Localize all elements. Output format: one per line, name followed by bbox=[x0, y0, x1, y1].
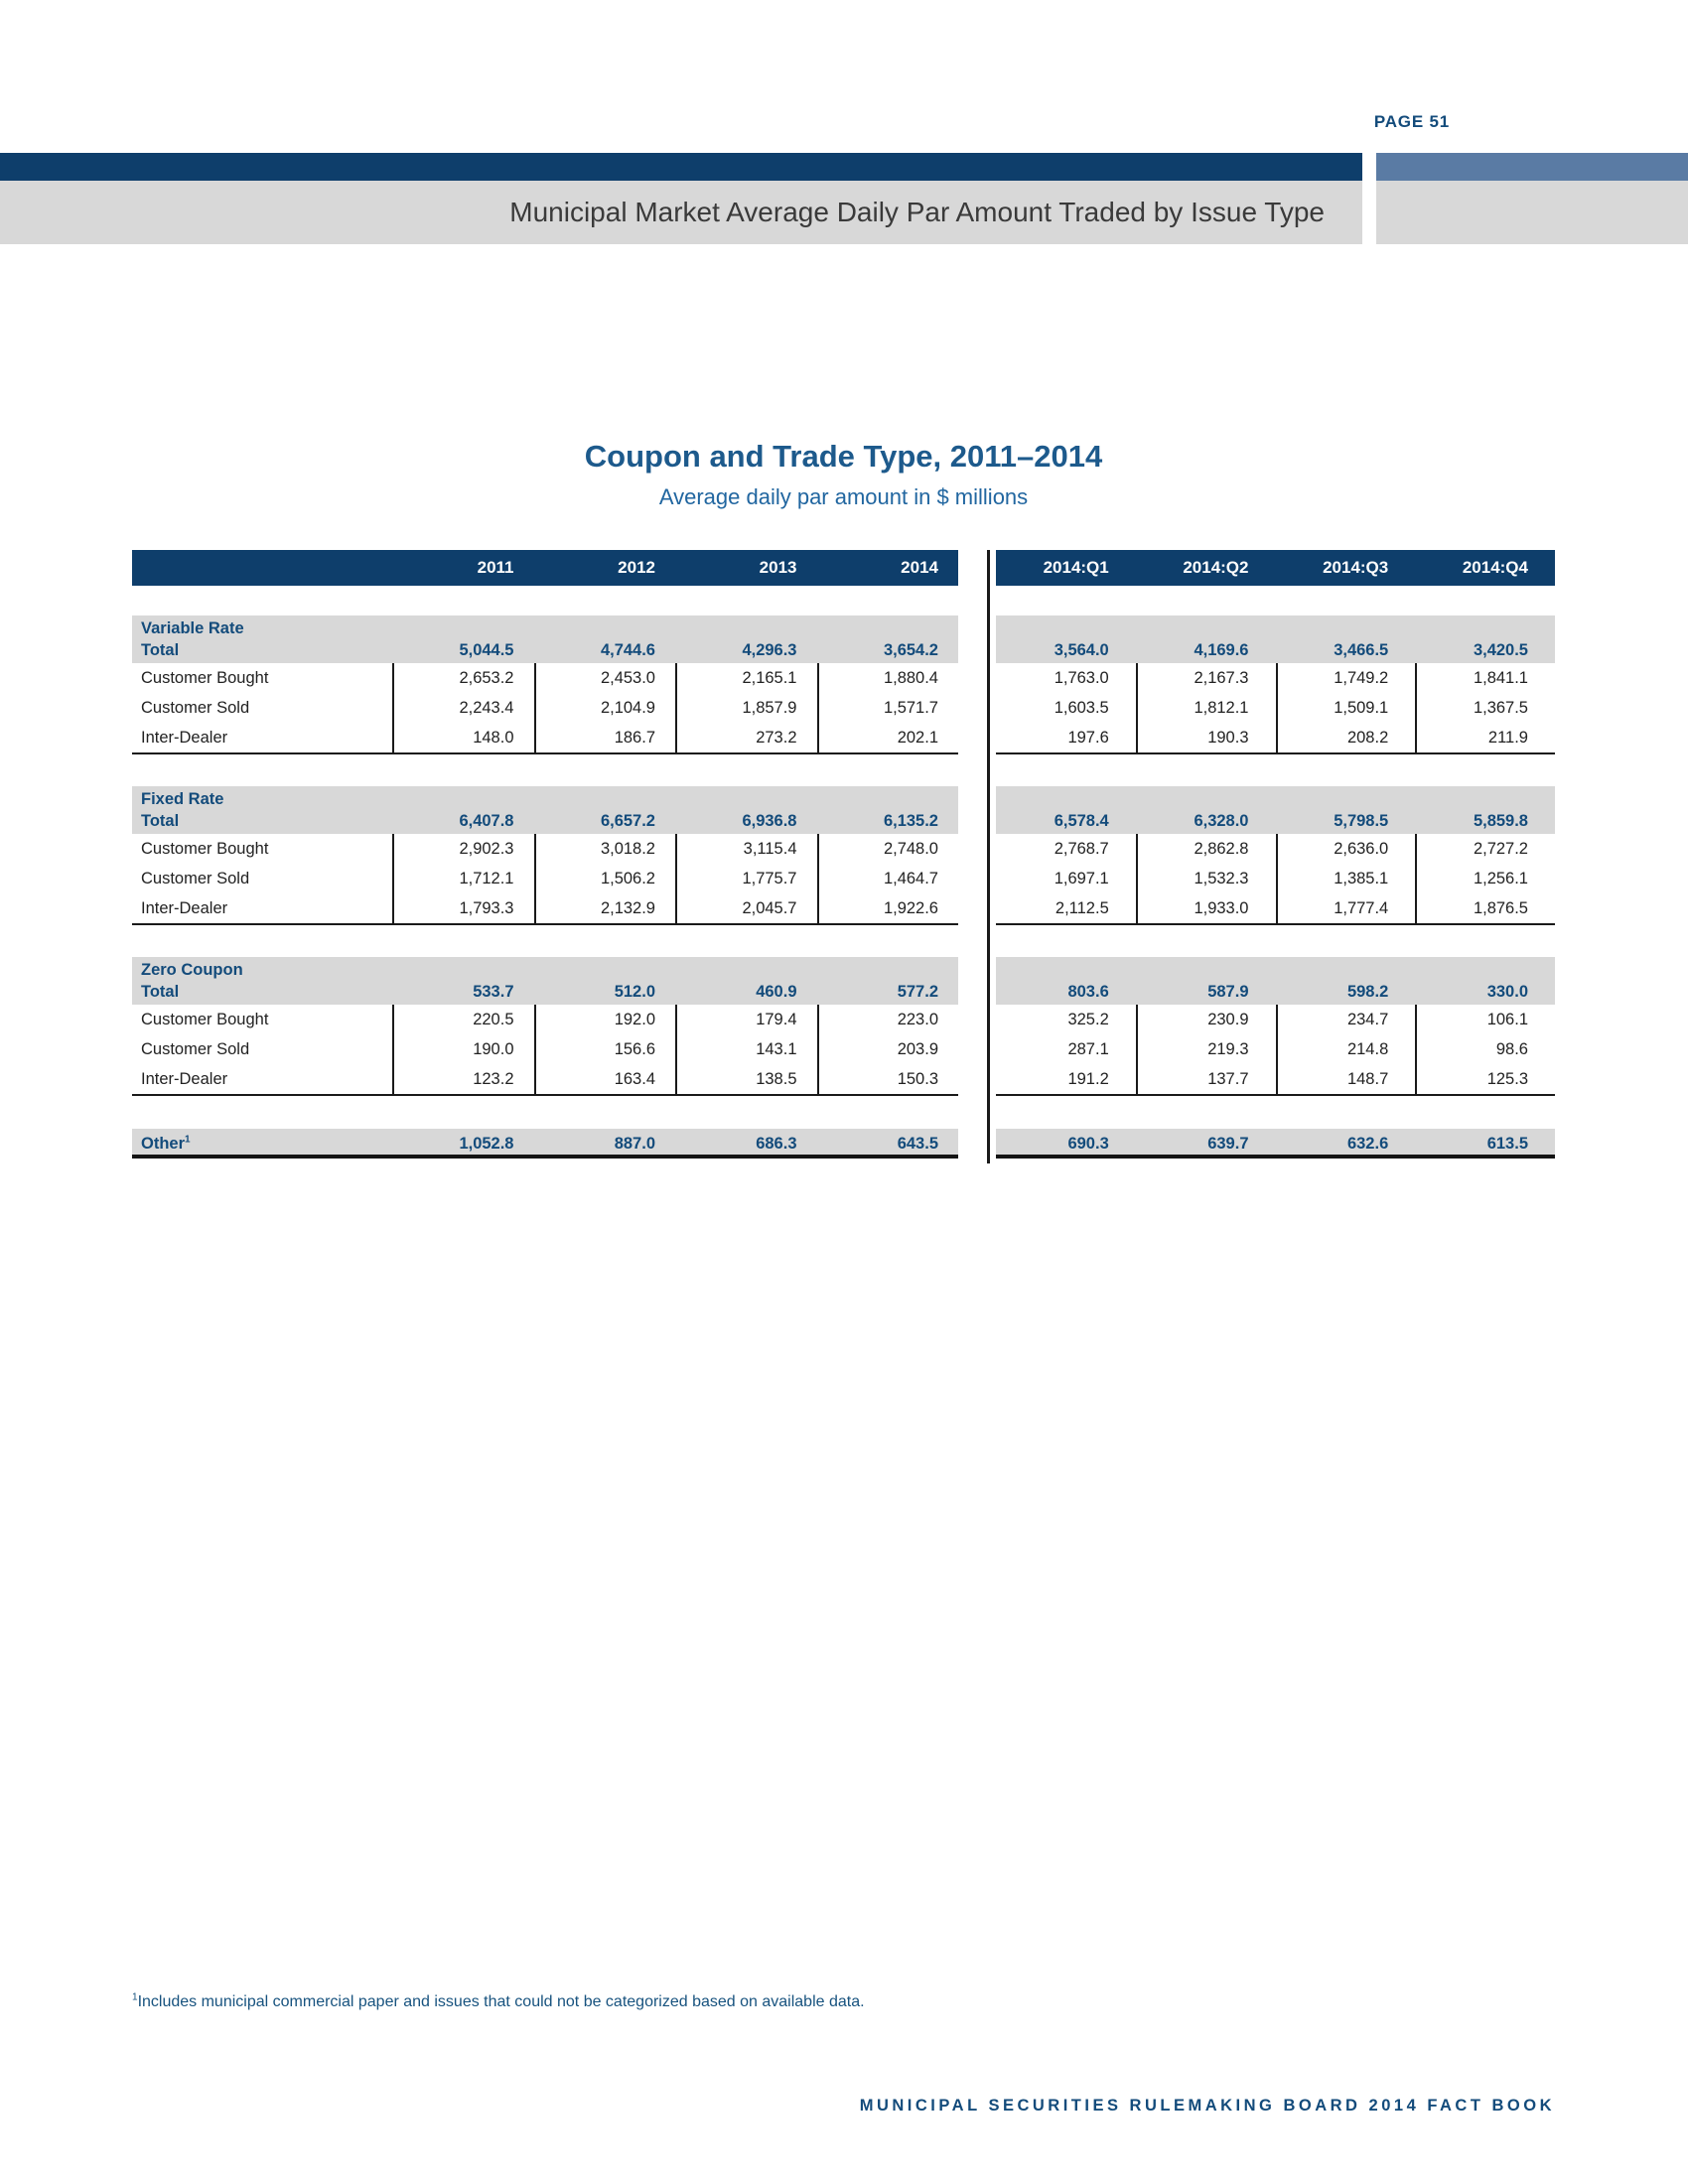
total-value-cell: 5,798.5 bbox=[1334, 812, 1389, 830]
section-band bbox=[132, 957, 958, 1005]
value-cell: 2,748.0 bbox=[817, 834, 959, 864]
section-name-row bbox=[996, 615, 1555, 639]
total-value-cell: 6,936.8 bbox=[742, 812, 797, 830]
total-value-cell: 330.0 bbox=[1486, 983, 1528, 1001]
value-cell: 98.6 bbox=[1415, 1034, 1555, 1064]
value-cell: 163.4 bbox=[534, 1064, 676, 1094]
value-cell: 197.6 bbox=[1067, 729, 1109, 747]
value-cell: 2,045.7 bbox=[675, 893, 817, 923]
value-cell: 1,385.1 bbox=[1276, 864, 1416, 893]
table-row bbox=[996, 723, 1555, 752]
value-cell: 214.8 bbox=[1276, 1034, 1416, 1064]
section-total-row bbox=[996, 639, 1555, 663]
value-cell: 1,793.3 bbox=[392, 893, 534, 923]
table-row bbox=[996, 864, 1555, 893]
table-row bbox=[996, 834, 1555, 864]
other-label: Other$^1$ bbox=[141, 1134, 191, 1153]
other-value-cell: 613.5 bbox=[1486, 1135, 1528, 1153]
table-row bbox=[132, 1005, 958, 1034]
row-label: Customer Bought bbox=[141, 669, 269, 687]
value-cell: 1,464.7 bbox=[817, 864, 959, 893]
value-cell: 2,636.0 bbox=[1276, 834, 1416, 864]
value-cell: 1,775.7 bbox=[675, 864, 817, 893]
value-cell: 2,453.0 bbox=[534, 663, 676, 693]
value-cell: 1,841.1 bbox=[1415, 663, 1555, 693]
value-cell: 287.1 bbox=[1067, 1040, 1109, 1058]
value-cell: 223.0 bbox=[817, 1005, 959, 1034]
spacer bbox=[132, 925, 958, 957]
footnote-text: Includes municipal commercial paper and issues that could not be categorized based on available data. bbox=[137, 1993, 865, 2010]
total-value-cell: 6,578.4 bbox=[1054, 812, 1109, 830]
column-header: 2012 bbox=[618, 558, 655, 577]
table-row bbox=[996, 1005, 1555, 1034]
banner-bar bbox=[0, 181, 1362, 244]
section-name-row bbox=[132, 615, 958, 639]
table-row bbox=[996, 1034, 1555, 1064]
value-cell: 125.3 bbox=[1415, 1064, 1555, 1094]
row-label: Customer Bought bbox=[141, 840, 269, 858]
section-band bbox=[996, 615, 1555, 663]
value-cell: 1,812.1 bbox=[1136, 693, 1276, 723]
value-cell: 2,132.9 bbox=[534, 893, 676, 923]
row-label: Inter-Dealer bbox=[141, 1070, 228, 1088]
total-value-cell: 6,657.2 bbox=[600, 812, 655, 830]
spacer bbox=[996, 925, 1555, 957]
row-label: Customer Sold bbox=[141, 870, 250, 887]
value-cell: 1,603.5 bbox=[1054, 699, 1109, 717]
column-header: 2014:Q2 bbox=[1183, 558, 1249, 577]
value-cell: 106.1 bbox=[1415, 1005, 1555, 1034]
value-cell: 202.1 bbox=[817, 723, 959, 752]
value-cell: 2,112.5 bbox=[1055, 899, 1109, 917]
table-row bbox=[132, 1034, 958, 1064]
value-cell: 2,165.1 bbox=[675, 663, 817, 693]
value-cell: 230.9 bbox=[1136, 1005, 1276, 1034]
section-label: Zero Coupon bbox=[141, 961, 243, 979]
total-value-cell: 4,296.3 bbox=[742, 641, 797, 659]
value-cell: 123.2 bbox=[392, 1064, 534, 1094]
table-header-row bbox=[996, 550, 1555, 586]
value-cell: 148.0 bbox=[392, 723, 534, 752]
footnote bbox=[132, 1993, 865, 2011]
value-cell: 148.7 bbox=[1276, 1064, 1416, 1094]
total-value-cell: 587.9 bbox=[1207, 983, 1249, 1001]
other-value-cell: 887.0 bbox=[614, 1135, 655, 1153]
value-cell: 137.7 bbox=[1136, 1064, 1276, 1094]
value-cell: 2,653.2 bbox=[392, 663, 534, 693]
total-value-cell: 5,044.5 bbox=[459, 641, 514, 659]
spacer bbox=[132, 586, 958, 615]
total-value-cell: 6,328.0 bbox=[1194, 812, 1249, 830]
total-value-cell: 3,564.0 bbox=[1054, 641, 1109, 659]
section-name-row bbox=[132, 786, 958, 810]
total-value-cell: 533.7 bbox=[473, 983, 514, 1001]
section-total-row bbox=[996, 810, 1555, 834]
section-band bbox=[996, 957, 1555, 1005]
other-value-cell: 639.7 bbox=[1207, 1135, 1249, 1153]
value-cell: 325.2 bbox=[1067, 1011, 1109, 1028]
section-rows bbox=[996, 663, 1555, 754]
section-label: Fixed Rate bbox=[141, 790, 224, 808]
table-row bbox=[996, 693, 1555, 723]
row-label: Customer Sold bbox=[141, 699, 250, 717]
other-row bbox=[132, 1129, 958, 1159]
table-row bbox=[996, 1064, 1555, 1094]
section-name-row bbox=[996, 957, 1555, 981]
value-cell: 1,256.1 bbox=[1415, 864, 1555, 893]
banner-title: Municipal Market Average Daily Par Amount Traded by Issue Type bbox=[509, 197, 1325, 227]
quarters-table bbox=[996, 550, 1555, 1159]
value-cell: 150.3 bbox=[817, 1064, 959, 1094]
total-value-cell: 803.6 bbox=[1067, 983, 1109, 1001]
top-navy-bar bbox=[0, 153, 1362, 181]
spacer bbox=[132, 1096, 958, 1129]
page-footer: MUNICIPAL SECURITIES RULEMAKING BOARD 2014 FACT BOOK bbox=[859, 2097, 1555, 2115]
value-cell: 186.7 bbox=[534, 723, 676, 752]
value-cell: 211.9 bbox=[1415, 723, 1555, 752]
value-cell: 234.7 bbox=[1276, 1005, 1416, 1034]
top-slate-bar bbox=[1376, 153, 1688, 181]
total-value-cell: 5,859.8 bbox=[1473, 812, 1528, 830]
total-value-cell: 598.2 bbox=[1346, 983, 1389, 1001]
value-cell: 1,532.3 bbox=[1136, 864, 1276, 893]
total-value-cell: 4,169.6 bbox=[1194, 641, 1249, 659]
value-cell: 2,727.2 bbox=[1415, 834, 1555, 864]
value-cell: 1,763.0 bbox=[1054, 669, 1109, 687]
value-cell: 273.2 bbox=[675, 723, 817, 752]
banner-right-block bbox=[1376, 181, 1688, 244]
value-cell: 1,880.4 bbox=[817, 663, 959, 693]
section-rows bbox=[996, 1005, 1555, 1096]
value-cell: 2,768.7 bbox=[1054, 840, 1109, 858]
section-total-row bbox=[132, 810, 958, 834]
column-header: 2014:Q4 bbox=[1462, 558, 1528, 577]
section-rows bbox=[132, 1005, 958, 1096]
table-row bbox=[996, 663, 1555, 693]
value-cell: 1,933.0 bbox=[1136, 893, 1276, 923]
section-rows bbox=[132, 834, 958, 925]
total-value-cell: 3,466.5 bbox=[1334, 641, 1389, 659]
value-cell: 2,243.4 bbox=[392, 693, 534, 723]
years-table bbox=[132, 550, 958, 1159]
total-label: Total bbox=[141, 812, 180, 830]
table-row bbox=[132, 663, 958, 693]
section-name-row bbox=[132, 957, 958, 981]
value-cell: 208.2 bbox=[1276, 723, 1416, 752]
table-row bbox=[132, 864, 958, 893]
row-label: Customer Sold bbox=[141, 1040, 250, 1058]
row-label: Inter-Dealer bbox=[141, 729, 228, 747]
other-value-cell: 686.3 bbox=[756, 1135, 797, 1153]
row-label: Customer Bought bbox=[141, 1011, 269, 1028]
quarters-table-left-rule bbox=[987, 550, 990, 1163]
value-cell: 143.1 bbox=[675, 1034, 817, 1064]
section-name-row bbox=[996, 786, 1555, 810]
table-row bbox=[132, 723, 958, 752]
value-cell: 203.9 bbox=[817, 1034, 959, 1064]
section-rows bbox=[996, 834, 1555, 925]
column-header: 2013 bbox=[759, 558, 797, 577]
value-cell: 179.4 bbox=[675, 1005, 817, 1034]
value-cell: 1,777.4 bbox=[1276, 893, 1416, 923]
value-cell: 1,876.5 bbox=[1415, 893, 1555, 923]
value-cell: 2,167.3 bbox=[1136, 663, 1276, 693]
column-header: 2014 bbox=[901, 558, 938, 577]
total-value-cell: 6,135.2 bbox=[883, 812, 938, 830]
column-header: 2014:Q3 bbox=[1323, 558, 1389, 577]
other-row bbox=[996, 1129, 1555, 1159]
section-band bbox=[132, 786, 958, 834]
footnote-marker: 1 bbox=[132, 1991, 138, 2003]
value-cell: 192.0 bbox=[534, 1005, 676, 1034]
value-cell: 1,712.1 bbox=[392, 864, 534, 893]
table-row bbox=[132, 693, 958, 723]
section-total-row bbox=[132, 981, 958, 1005]
other-value-cell: 632.6 bbox=[1346, 1135, 1389, 1153]
total-value-cell: 3,654.2 bbox=[883, 641, 938, 659]
value-cell: 1,749.2 bbox=[1276, 663, 1416, 693]
value-cell: 190.0 bbox=[392, 1034, 534, 1064]
value-cell: 219.3 bbox=[1136, 1034, 1276, 1064]
value-cell: 138.5 bbox=[675, 1064, 817, 1094]
value-cell: 1,506.2 bbox=[534, 864, 676, 893]
table-header-row bbox=[132, 550, 958, 586]
value-cell: 1,509.1 bbox=[1276, 693, 1416, 723]
table-row bbox=[132, 893, 958, 923]
value-cell: 220.5 bbox=[392, 1005, 534, 1034]
spacer bbox=[996, 1096, 1555, 1129]
column-header: 2011 bbox=[477, 558, 514, 577]
value-cell: 2,902.3 bbox=[392, 834, 534, 864]
table-row bbox=[996, 893, 1555, 923]
value-cell: 190.3 bbox=[1136, 723, 1276, 752]
section-total-row bbox=[996, 981, 1555, 1005]
value-cell: 2,862.8 bbox=[1136, 834, 1276, 864]
section-band bbox=[132, 615, 958, 663]
total-value-cell: 4,744.6 bbox=[600, 641, 655, 659]
value-cell: 3,018.2 bbox=[534, 834, 676, 864]
other-value-cell: 690.3 bbox=[1067, 1135, 1109, 1153]
value-cell: 1,697.1 bbox=[1054, 870, 1109, 887]
other-value-cell: 643.5 bbox=[897, 1135, 938, 1153]
section-band bbox=[996, 786, 1555, 834]
spacer bbox=[132, 754, 958, 786]
table-row bbox=[132, 1064, 958, 1094]
coupon-trade-type-table bbox=[132, 550, 1555, 1175]
total-value-cell: 460.9 bbox=[756, 983, 797, 1001]
value-cell: 1,571.7 bbox=[817, 693, 959, 723]
table-row bbox=[132, 834, 958, 864]
total-value-cell: 512.0 bbox=[614, 983, 655, 1001]
column-header: 2014:Q1 bbox=[1043, 558, 1109, 577]
section-rows bbox=[132, 663, 958, 754]
total-label: Total bbox=[141, 983, 180, 1001]
row-label: Inter-Dealer bbox=[141, 899, 228, 917]
section-label: Variable Rate bbox=[141, 619, 244, 637]
value-cell: 191.2 bbox=[1067, 1070, 1109, 1088]
total-value-cell: 577.2 bbox=[897, 983, 938, 1001]
value-cell: 1,857.9 bbox=[675, 693, 817, 723]
table-subtitle: Average daily par amount in $ millions bbox=[658, 484, 1029, 509]
total-label: Total bbox=[141, 641, 180, 659]
header-empty-cell bbox=[132, 550, 392, 586]
spacer bbox=[996, 586, 1555, 615]
value-cell: 156.6 bbox=[534, 1034, 676, 1064]
section-total-row bbox=[132, 639, 958, 663]
value-cell: 2,104.9 bbox=[534, 693, 676, 723]
total-value-cell: 6,407.8 bbox=[459, 812, 514, 830]
other-value-cell: 1,052.8 bbox=[459, 1135, 514, 1153]
spacer bbox=[996, 754, 1555, 786]
value-cell: 1,922.6 bbox=[817, 893, 959, 923]
value-cell: 3,115.4 bbox=[675, 834, 817, 864]
table-title: Coupon and Trade Type, 2011–2014 bbox=[584, 439, 1103, 474]
value-cell: 1,367.5 bbox=[1415, 693, 1555, 723]
total-value-cell: 3,420.5 bbox=[1473, 641, 1528, 659]
page-number-label: PAGE 51 bbox=[1373, 112, 1450, 131]
